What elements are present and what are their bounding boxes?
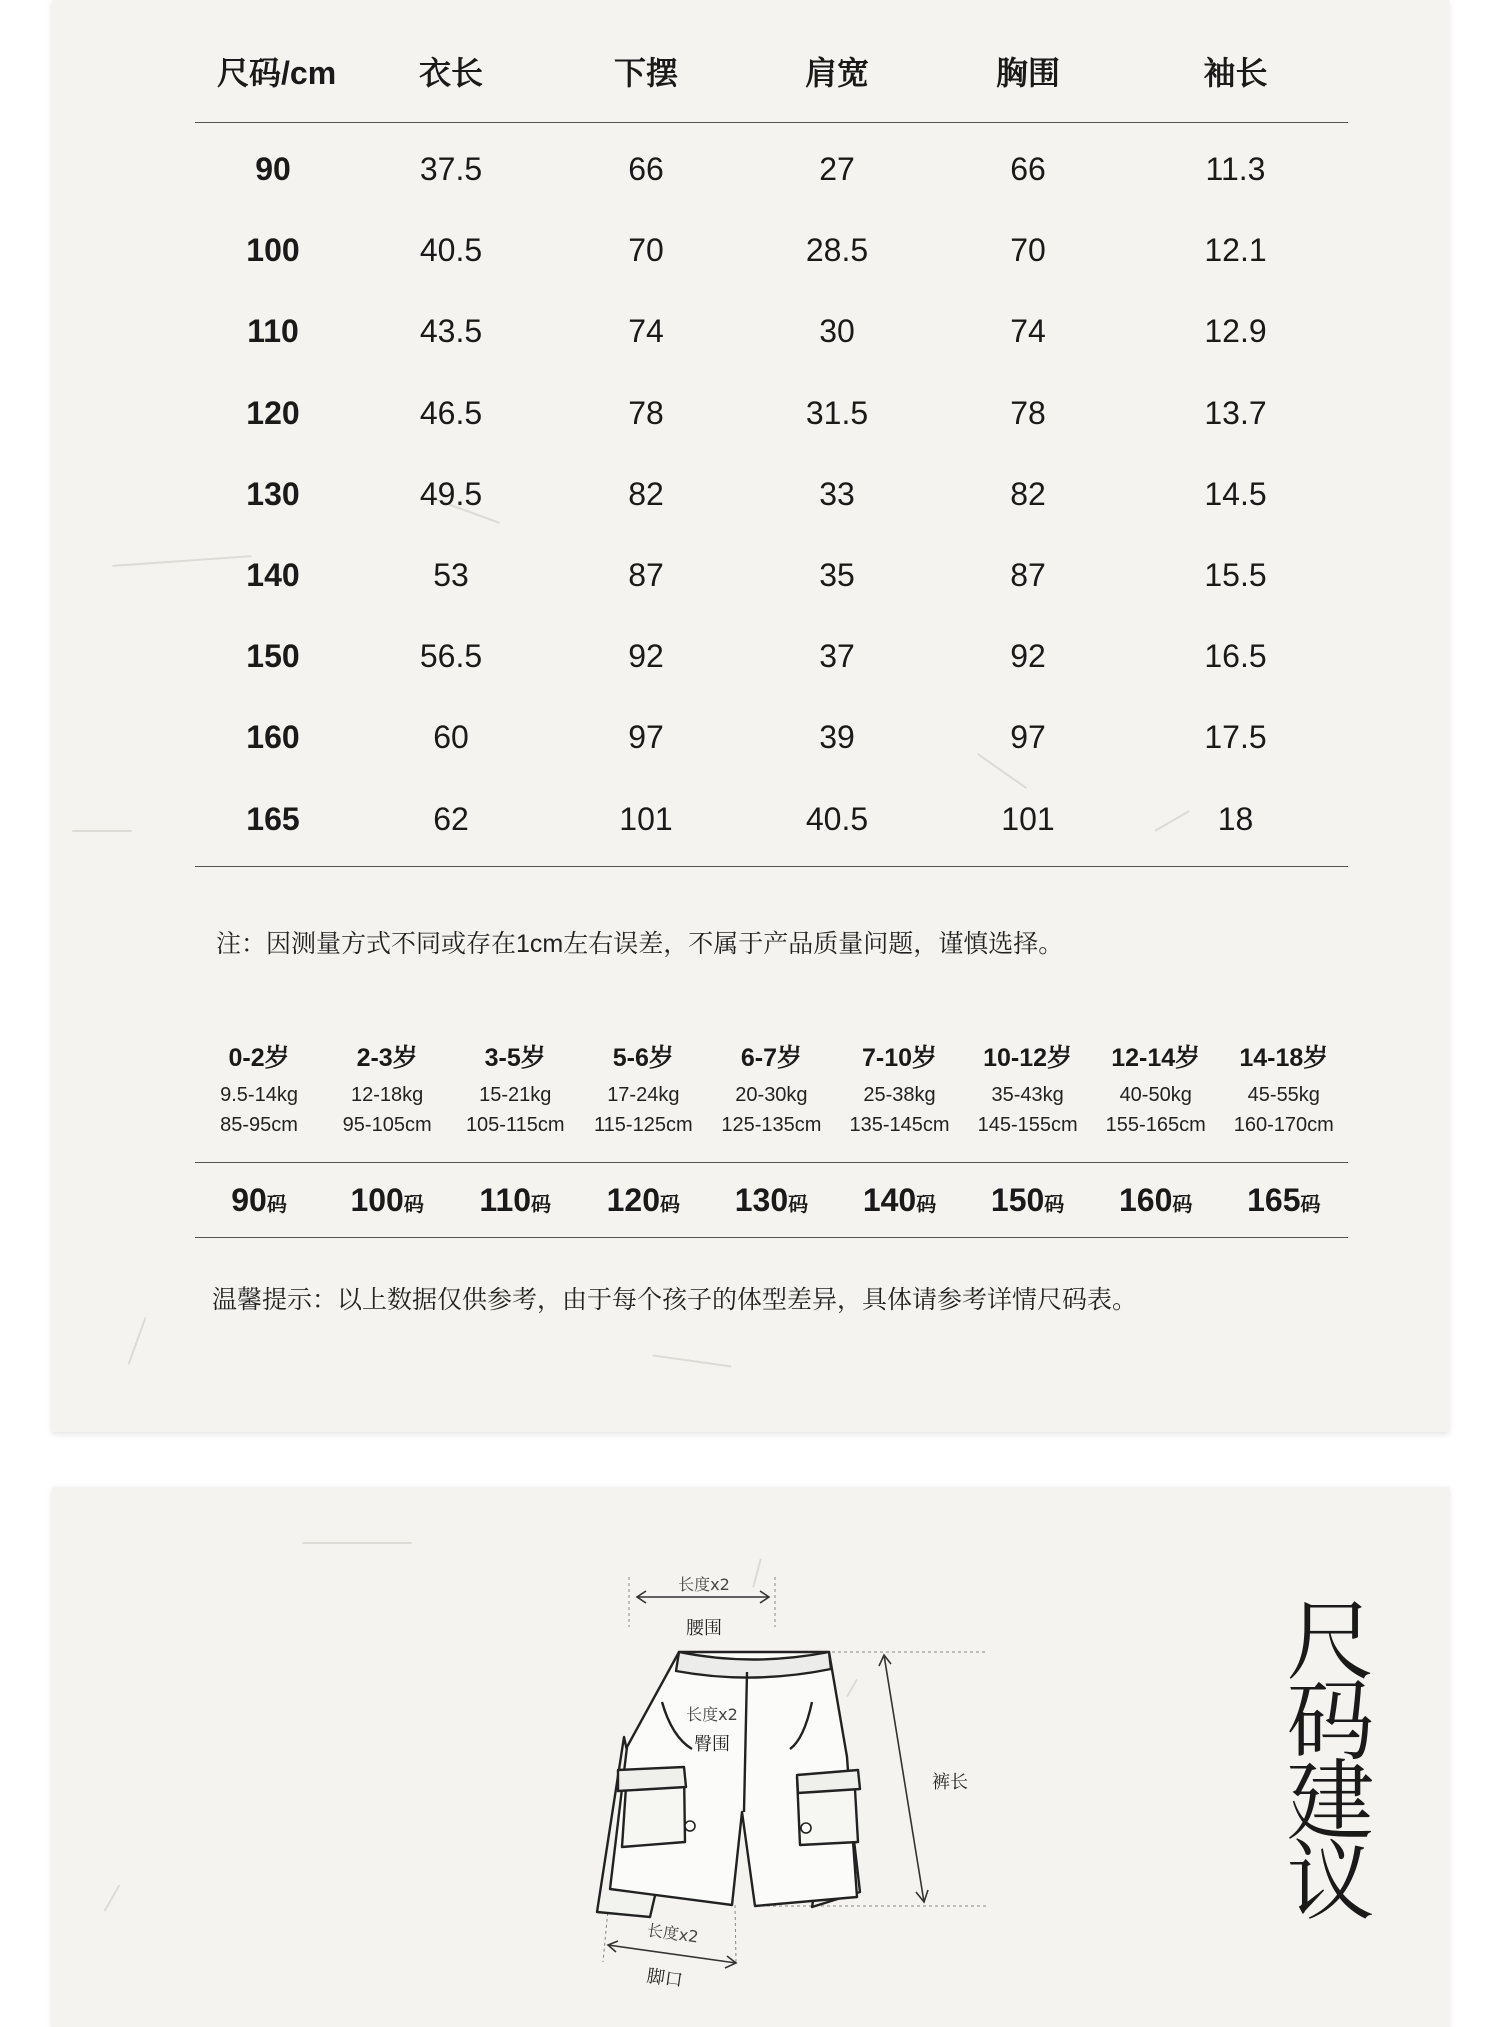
size-code-unit: 码 [660,1193,681,1216]
size-code [451,1182,579,1219]
age-height: 160-170cm [1233,1114,1334,1136]
title-char: 码 [1286,1670,1375,1773]
pocket-button-left [685,1821,695,1831]
size-code [195,1182,323,1219]
length-label: 裤长 [932,1772,968,1793]
waist-label: 腰围 [686,1618,722,1639]
measurement-value: 66 [628,151,664,188]
measurement-value: 87 [628,557,664,594]
measurement-value: 70 [628,232,664,269]
size-code-row [195,1162,1348,1238]
size-table-row [195,535,1348,616]
measurement-value: 66 [1010,151,1046,188]
age-column [1092,1036,1220,1140]
measurement-value: 11.3 [1205,151,1266,188]
age-weight: 15-21kg [479,1084,552,1106]
tip-text: 温馨提示：以上数据仅供参考，由于每个孩子的体型差异，具体请参考详情尺码表。 [212,1286,1138,1314]
measurement-value: 53 [433,557,469,594]
paper-fiber [128,1317,147,1365]
size-value: 140 [246,557,300,594]
title-char: 议 [1286,1830,1375,1933]
measurement-value: 70 [1010,232,1046,269]
measurement-value: 17.5 [1204,719,1267,756]
size-code-unit: 码 [788,1193,809,1216]
measurement-value: 87 [1010,557,1046,594]
hip-label: 臀围 [694,1734,730,1755]
measurement-value: 14.5 [1204,475,1267,512]
size-table-row [195,779,1348,860]
size-table [195,20,1348,867]
measurement-value: 60 [433,719,469,756]
measurement-value: 78 [1010,394,1046,431]
age-row [195,1036,1348,1140]
measurement-value: 12.1 [1204,232,1267,269]
measurement-value: 74 [1010,313,1046,350]
measurement-value: 33 [819,475,855,512]
measurement-value: 40.5 [805,800,869,837]
size-code-unit: 码 [1172,1193,1193,1216]
measurement-value: 74 [628,313,664,350]
measurement-value: 97 [1010,719,1046,756]
size-code-number: 90 [231,1181,267,1218]
age-column [1220,1036,1348,1140]
age-label: 10-12岁 [983,1044,1073,1072]
age-column [451,1036,579,1140]
measurement-value: 78 [628,394,664,431]
header-size: 尺码/cm [217,55,337,91]
size-suggestion-panel [52,1487,1449,2027]
size-code [1220,1182,1348,1219]
measurement-value: 92 [1010,638,1046,675]
size-code [964,1182,1092,1219]
age-column [707,1036,835,1140]
size-code-number: 110 [479,1181,532,1218]
header-hem: 下摆 [613,55,678,91]
measurement-value: 92 [628,638,664,675]
age-column [323,1036,451,1140]
size-chart-panel [52,0,1449,1432]
size-code-number: 120 [606,1181,661,1218]
age-label: 5-6岁 [612,1044,674,1072]
header-length: 衣长 [418,55,483,91]
paper-fiber [652,1354,731,1367]
age-height: 145-155cm [977,1114,1078,1136]
title-char: 尺 [1286,1590,1375,1693]
size-code-number: 140 [862,1181,917,1218]
age-column [195,1036,323,1140]
size-code [323,1182,451,1219]
age-height: 135-145cm [849,1114,950,1136]
size-code [835,1182,963,1219]
size-table-header [195,20,1348,123]
size-table-row [195,373,1348,454]
header-chest: 胸围 [995,55,1060,91]
size-table-row [195,697,1348,778]
size-code-number: 130 [734,1181,789,1218]
measurement-value: 101 [619,800,673,837]
size-code-unit: 码 [1044,1193,1065,1216]
hem-label: 脚口 [645,1965,685,1992]
measurement-value: 12.9 [1204,313,1267,350]
measurement-value: 18 [1217,800,1254,837]
measurement-value: 37.5 [419,151,483,188]
size-value: 90 [255,151,291,188]
size-code-unit: 码 [916,1193,937,1216]
measurement-value: 37 [819,638,855,675]
measurement-value: 82 [1010,475,1046,512]
age-height: 155-165cm [1105,1114,1206,1136]
measurement-value: 31.5 [805,394,869,431]
size-code-number: 160 [1119,1181,1173,1218]
age-label: 6-7岁 [740,1044,802,1072]
size-code-unit: 码 [531,1193,552,1216]
shorts-diagram [52,1487,1449,2027]
size-value: 100 [246,232,300,269]
age-column [579,1036,707,1140]
size-code-unit: 码 [403,1193,424,1216]
hip-dim-label: 长度x2 [686,1705,738,1724]
size-code-number: 100 [350,1181,404,1218]
age-weight: 20-30kg [735,1084,808,1106]
size-code-number: 150 [990,1181,1045,1218]
paper-fiber [72,830,132,832]
waist-dim-label: 长度x2 [678,1575,730,1594]
age-weight: 12-18kg [351,1084,424,1106]
size-table-row [195,129,1348,210]
size-value: 120 [246,394,300,431]
size-table-row [195,616,1348,697]
size-table-body [195,123,1348,867]
measurement-value: 39 [819,719,855,756]
measurement-value: 82 [628,475,664,512]
size-code-number: 165 [1247,1181,1301,1218]
age-size-guide [195,1036,1348,1238]
size-code-unit: 码 [266,1193,287,1216]
measurement-value: 43.5 [419,313,483,350]
size-table-row [195,454,1348,535]
shorts-drawing [597,1652,860,1917]
measurement-value: 56.5 [419,638,483,675]
measurement-value: 13.7 [1204,394,1267,431]
header-shoulder: 肩宽 [804,55,869,91]
age-weight: 25-38kg [863,1084,936,1106]
age-height: 125-135cm [721,1114,822,1136]
hem-dim-label: 长度x2 [645,1920,700,1947]
measurement-note: 注：因测量方式不同或存在1cm左右误差，不属于产品质量问题，谨慎选择。 [216,930,1064,958]
measurement-value: 62 [433,800,469,837]
age-label: 2-3岁 [356,1044,418,1072]
measurement-value: 16.5 [1204,638,1267,675]
size-value: 160 [246,719,300,756]
age-label: 12-14岁 [1111,1044,1201,1072]
measurement-value: 46.5 [419,394,483,431]
size-value: 165 [246,800,300,837]
measurement-value: 30 [819,313,855,350]
size-value: 130 [246,475,300,512]
size-value: 110 [247,313,299,350]
size-code [707,1182,835,1219]
age-weight: 9.5-14kg [220,1084,298,1106]
age-height: 95-105cm [342,1114,432,1136]
size-code-unit: 码 [1300,1193,1321,1216]
size-code [1092,1182,1220,1219]
measurement-value: 97 [628,719,664,756]
age-label: 14-18岁 [1239,1044,1329,1072]
measurement-value: 15.5 [1204,557,1267,594]
age-weight: 40-50kg [1119,1084,1192,1106]
age-label: 0-2岁 [228,1044,290,1072]
age-weight: 45-55kg [1247,1084,1320,1106]
measurement-value: 27 [819,151,855,188]
size-value: 150 [246,638,300,675]
measurement-value: 40.5 [419,232,483,269]
header-sleeve: 袖长 [1203,55,1268,91]
age-height: 105-115cm [465,1114,565,1136]
age-column [964,1036,1092,1140]
age-label: 3-5岁 [484,1044,546,1072]
measurement-value: 101 [1001,800,1055,837]
title-char: 建 [1286,1750,1375,1853]
size-table-row [195,291,1348,372]
age-weight: 17-24kg [607,1084,680,1106]
measurement-value: 35 [819,557,855,594]
age-height: 85-95cm [220,1114,298,1136]
age-weight: 35-43kg [991,1084,1064,1106]
age-column [835,1036,963,1140]
age-height: 115-125cm [594,1114,693,1136]
size-code [579,1182,707,1219]
pocket-button-right [801,1823,811,1833]
age-label: 7-10岁 [861,1044,938,1072]
measurement-value: 28.5 [805,232,869,269]
size-table-row [195,210,1348,291]
size-suggestion-title [1283,1590,1378,1933]
measurement-value: 49.5 [419,475,483,512]
